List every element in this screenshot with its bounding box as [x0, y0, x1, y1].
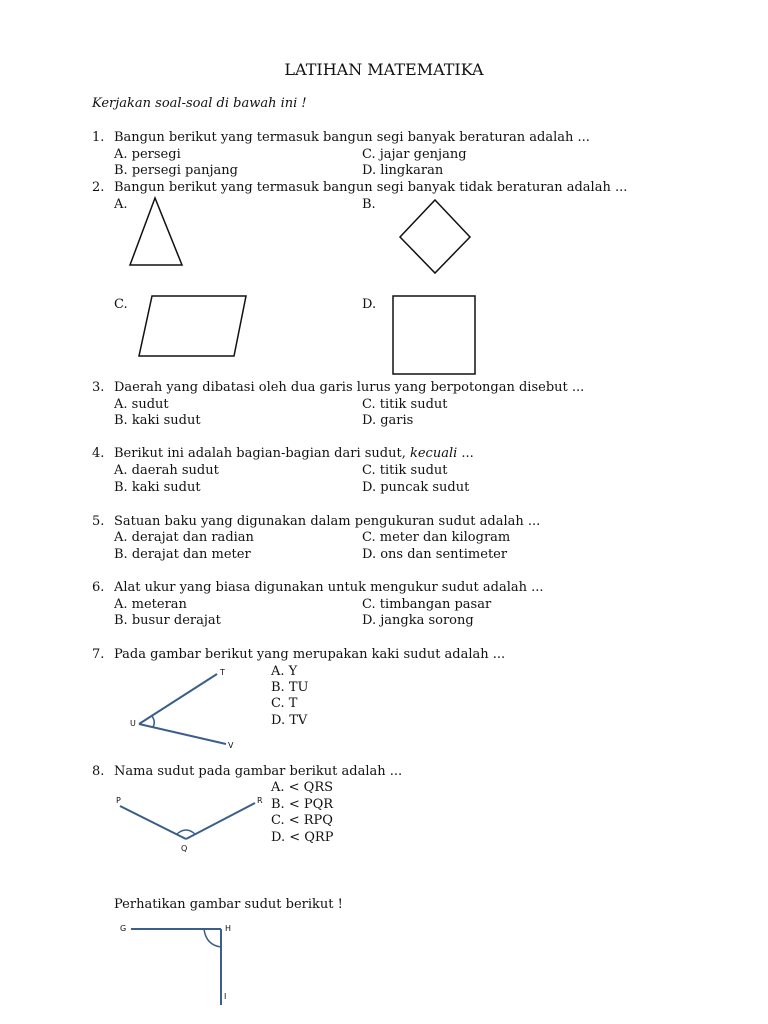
option-c: C. meter dan kilogram: [362, 530, 511, 545]
question-text: Satuan baku yang digunakan dalam pengukuran sudut adalah ...: [114, 514, 541, 529]
question-text: Berikut ini adalah bagian-bagian dari sudut,: [114, 446, 406, 461]
question-number: 7.: [92, 647, 105, 662]
question-number: 5.: [92, 514, 105, 529]
question-text: Bangun berikut yang termasuk bangun segi banyak tidak beraturan adalah ...: [114, 180, 628, 195]
question-text: Nama sudut pada gambar berikut adalah ...: [114, 764, 403, 779]
question-text: Daerah yang dibatasi oleh dua garis lurus yang berpotongan disebut ...: [114, 380, 585, 395]
question-number: 1.: [92, 130, 105, 145]
point-label-r: R: [257, 796, 263, 805]
option-c: C.: [114, 297, 128, 312]
option-d: D. TV: [271, 713, 308, 728]
option-b: B. < PQR: [271, 797, 334, 812]
option-a: A. < QRS: [271, 780, 334, 795]
question-number: 2.: [92, 180, 105, 195]
question-text: Alat ukur yang biasa digunakan untuk mengukur sudut adalah ...: [114, 580, 544, 595]
point-label-p: P: [116, 796, 121, 805]
option-b: B. persegi panjang: [114, 163, 238, 178]
option-d: D.: [362, 297, 377, 312]
question-number: 6.: [92, 580, 105, 595]
question-number: 8.: [92, 764, 105, 779]
question-text: Pada gambar berikut yang merupakan kaki sudut adalah ...: [114, 647, 506, 662]
question-tail: ...: [457, 446, 474, 461]
option-b: B. TU: [271, 680, 309, 695]
option-c: C. < RPQ: [271, 813, 333, 828]
option-c: C. titik sudut: [362, 397, 448, 412]
option-a: A.: [114, 197, 128, 212]
point-label-q: Q: [181, 844, 188, 853]
option-a: A. Y: [271, 664, 298, 679]
question-number: 4.: [92, 446, 105, 461]
question-emphasis: kecuali: [409, 446, 458, 461]
instruction: Kerjakan soal-soal di bawah ini !: [92, 96, 307, 111]
option-d: D. lingkaran: [362, 163, 444, 178]
option-b: B. busur derajat: [114, 613, 221, 628]
point-label-v: V: [228, 741, 234, 750]
point-label-t: T: [220, 668, 225, 677]
option-b: B.: [362, 197, 376, 212]
option-d: D. jangka sorong: [362, 613, 474, 628]
option-a: A. meteran: [114, 597, 187, 612]
option-d: D. puncak sudut: [362, 480, 470, 495]
option-a: A. daerah sudut: [114, 463, 219, 478]
option-b: B. kaki sudut: [114, 413, 201, 428]
option-a: A. persegi: [114, 147, 181, 162]
note-text: Perhatikan gambar sudut berikut !: [114, 897, 343, 912]
page-title: LATIHAN MATEMATIKA: [284, 60, 484, 79]
option-d: D. ons dan sentimeter: [362, 547, 508, 562]
option-c: C. T: [271, 696, 298, 711]
option-d: D. garis: [362, 413, 414, 428]
question-number: 3.: [92, 380, 105, 395]
option-c: C. titik sudut: [362, 463, 448, 478]
option-d: D. < QRP: [271, 830, 334, 845]
option-a: A. derajat dan radian: [114, 530, 254, 545]
option-c: C. timbangan pasar: [362, 597, 492, 612]
option-c: C. jajar genjang: [362, 147, 467, 162]
question-text: Bangun berikut yang termasuk bangun segi banyak beraturan adalah ...: [114, 130, 590, 145]
option-a: A. sudut: [114, 397, 169, 412]
point-label-h: H: [225, 924, 232, 933]
option-b: B. derajat dan meter: [114, 547, 251, 562]
option-b: B. kaki sudut: [114, 480, 201, 495]
point-label-g: G: [120, 924, 127, 933]
point-label-i: I: [224, 992, 227, 1001]
point-label-u: U: [130, 719, 136, 728]
